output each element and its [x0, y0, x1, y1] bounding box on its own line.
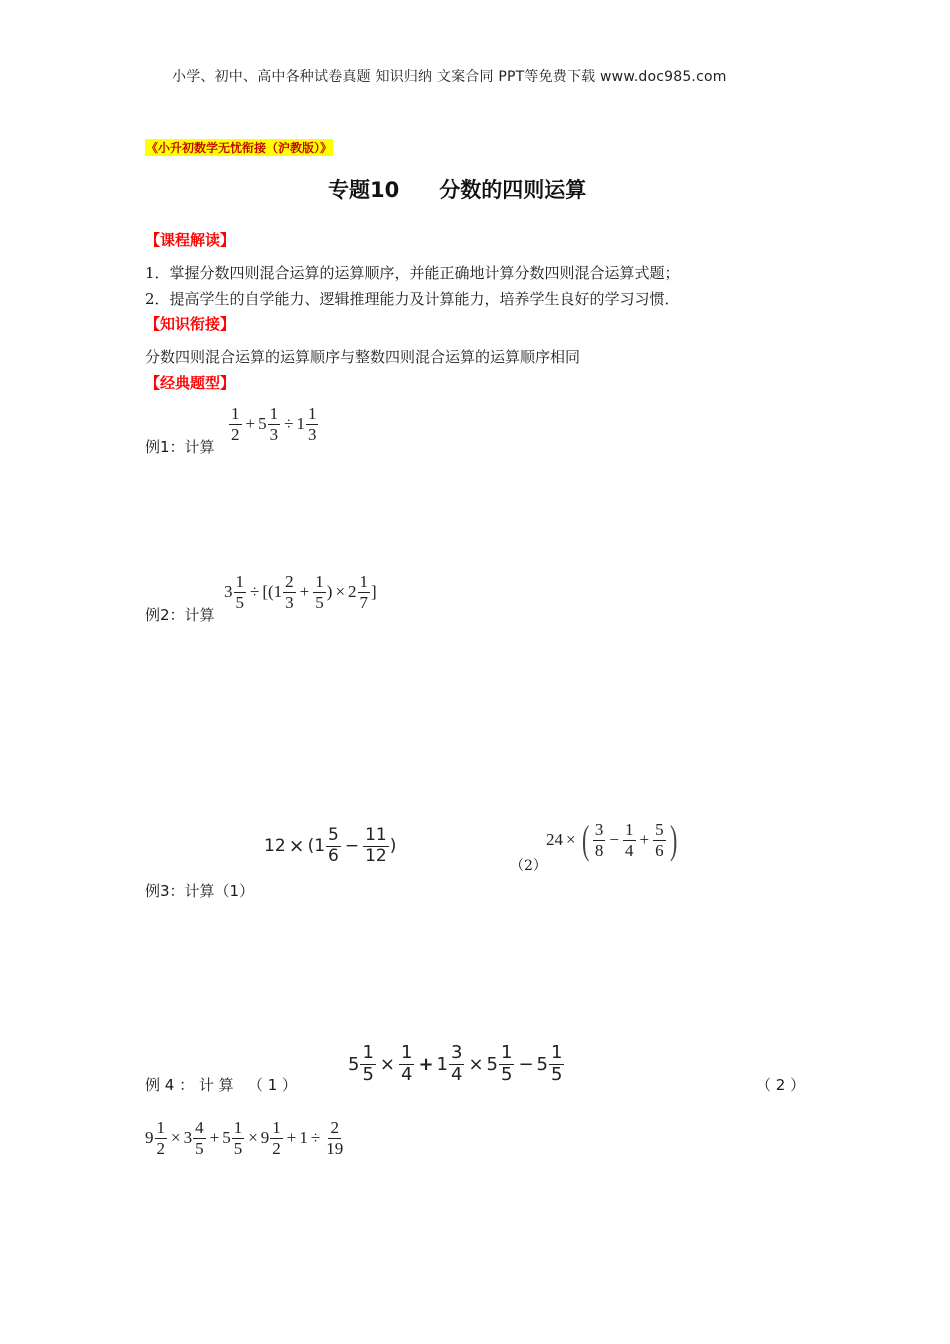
example-2-label: 例2：计算	[145, 606, 215, 624]
reading-item-2: 2．提高学生的自学能力、逻辑推理能力及计算能力，培养学生良好的学习习惯．	[145, 290, 680, 308]
page-title	[328, 174, 586, 204]
example-3-expression-2: 24 × ( $\frac{3}{8}$ − $\frac{1}{4}$ + $\frac{5}{6}$ )	[546, 817, 677, 863]
example-4-part-2-label: （ 2 ）	[756, 1076, 806, 1094]
example-4-expression-2: 9 $\frac{1}{2}$ × 3 $\frac{4}{5}$ + 5 $\frac{1}{5}$ × 9 $\frac{1}{2}$ + 1 ÷ $\frac{2}{19}$	[145, 1118, 344, 1158]
knowledge-text: 分数四则混合运算的运算顺序与整数四则混合运算的运算顺序相同	[145, 348, 581, 366]
site-banner: 小学、初中、高中各种试卷真题 知识归纳 文案合同 PPT等免费下载 www.doc985.com	[172, 69, 727, 85]
example-3-expression-1: 12 × (1 $\frac{5}{6}$ − $\frac{11}{12}$ )	[264, 825, 397, 866]
title-topic-number: 专题10	[328, 178, 400, 202]
example-4-label: 例 4 ： 计 算 （ 1 ）	[145, 1076, 298, 1094]
series-tag: 《小升初数学无忧衔接（沪教版）》	[146, 141, 333, 155]
example-4-expression-1: 5 $\frac{1}{5}$ × $\frac{1}{4}$ + 1 $\frac{3}{4}$ × 5 $\frac{1}{5}$ − 5 $\frac{1}{5}$	[348, 1042, 563, 1085]
example-1-label: 例1：计算	[145, 438, 215, 456]
title-topic-name: 分数的四则运算	[439, 178, 587, 202]
reading-item-1: 1．掌握分数四则混合运算的运算顺序，并能正确地计算分数四则混合运算式题；	[145, 264, 680, 282]
example-3-label: 例3：计算（1）	[145, 882, 255, 900]
section-heading-reading: 【课程解读】	[145, 231, 236, 249]
section-heading-classic: 【经典题型】	[145, 374, 236, 392]
example-1-expression: $\frac{1}{2}$ + 5 $\frac{1}{3}$ ÷ 1 $\frac{1}{3}$	[231, 404, 317, 444]
section-heading-knowledge: 【知识衔接】	[145, 315, 236, 333]
example-2-expression: 3 $\frac{1}{5}$ ÷ [(1 $\frac{2}{3}$ + $\frac{1}{5}$ ) × 2 $\frac{1}{7}$ ]	[224, 572, 377, 612]
example-3-part-2-label: （2）	[510, 858, 547, 874]
